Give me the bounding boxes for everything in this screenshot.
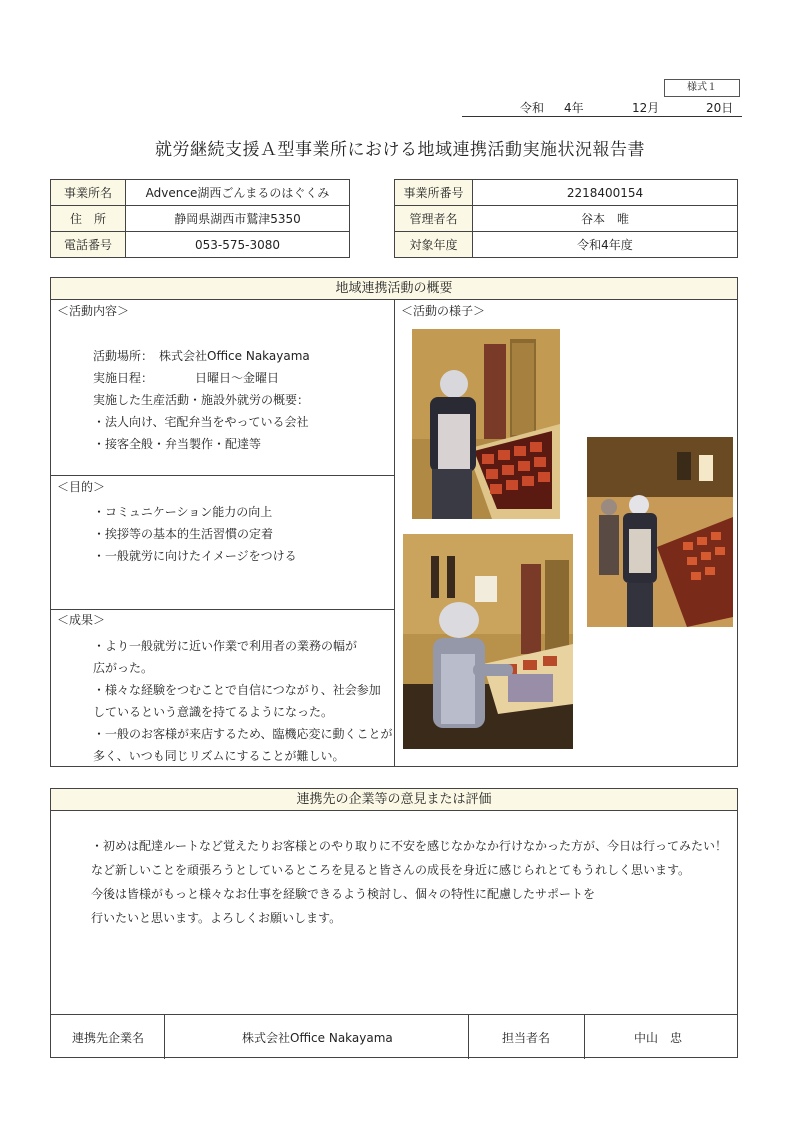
row-divider (51, 609, 395, 610)
result-label: ＜成果＞ (57, 613, 106, 627)
contact-person-label: 担当者名 (502, 1031, 551, 1045)
office-name-value: Advence湖西ごんまるのはぐくみ (126, 180, 350, 206)
phone-value: 053-575-3080 (126, 232, 350, 258)
office-number-label: 事業所番号 (395, 180, 473, 206)
purpose-line: ・一般就労に向けたイメージをつける (93, 549, 297, 563)
date-era: 令和 (520, 101, 545, 115)
overview-section (50, 277, 738, 767)
info-row (395, 180, 738, 206)
date-year: 4年 (564, 101, 584, 115)
result-line: ・様々な経験をつむことで自信につながり、社会参加 (93, 683, 381, 697)
info-row (395, 206, 738, 232)
overview-heading: 地域連携活動の概要 (51, 278, 737, 300)
partner-company-label: 連携先企業名 (72, 1031, 145, 1045)
info-row (395, 232, 738, 258)
cell-divider (164, 1015, 165, 1059)
partner-signature-row (50, 1014, 738, 1058)
cell-divider (468, 1015, 469, 1059)
purpose-line: ・コミュニケーション能力の向上 (93, 505, 273, 519)
contact-person-value: 中山 忠 (634, 1031, 683, 1045)
content-line: 実施日程： 日曜日～金曜日 (93, 371, 280, 385)
cell-divider (584, 1015, 585, 1059)
content-line: 実施した生産活動・施設外就労の概要： (93, 393, 310, 407)
report-date (462, 97, 742, 117)
content-line: ・接客全般・弁当製作・配達等 (93, 437, 262, 451)
evaluation-line: 今後は皆様がもっと様々なお仕事を経験できるよう検討し、個々の特性に配慮したサポートを (91, 887, 596, 901)
form-number-tag: 様式１ (664, 79, 740, 97)
address-label: 住 所 (51, 206, 126, 232)
result-line: 多く、いつも同じリズムにすることが難しい。 (93, 749, 345, 763)
evaluation-line: ・初めは配達ルートなど覚えたりお客様とのやり取りに不安を感じなかなか行けなかった方が、今日は行ってみたい！ (91, 839, 728, 853)
purpose-line: ・挨拶等の基本的生活習慣の定着 (93, 527, 274, 541)
photos-label: ＜活動の様子＞ (401, 304, 486, 318)
content-line: ・法人向け、宅配弁当をやっている会社 (93, 415, 309, 429)
result-line: しているという意識を持てるようになった。 (93, 705, 334, 719)
info-row (51, 206, 350, 232)
result-line: ・より一般就労に近い作業で利用者の業務の幅が (93, 639, 358, 653)
evaluation-line: など新しいことを頑張ろうとしているところを見ると皆さんの成長を身近に感じられとてもうれしく思います。 (91, 863, 691, 877)
date-day: 20日 (706, 101, 734, 115)
office-name-label: 事業所名 (51, 180, 126, 206)
evaluation-heading: 連携先の企業等の意見または評価 (51, 789, 737, 811)
result-line: 広がった。 (93, 661, 154, 675)
fiscal-year-value: 令和4年度 (473, 232, 738, 258)
page-title: 就労継続支援Ａ型事業所における地域連携活動実施状況報告書 (155, 140, 645, 160)
activity-photo (587, 437, 733, 627)
purpose-label: ＜目的＞ (57, 480, 106, 494)
partner-company-value: 株式会社Office Nakayama (242, 1031, 393, 1045)
address-value: 静岡県湖西市鷲津5350 (126, 206, 350, 232)
info-row (51, 232, 350, 258)
fiscal-year-label: 対象年度 (395, 232, 473, 258)
activity-photo (403, 534, 573, 749)
manager-label: 管理者名 (395, 206, 473, 232)
office-number-value: 2218400154 (473, 180, 738, 206)
column-divider (394, 300, 395, 766)
office-info-table (50, 179, 350, 258)
phone-label: 電話番号 (51, 232, 126, 258)
manager-value: 谷本 唯 (473, 206, 738, 232)
row-divider (51, 475, 395, 476)
activity-photo (412, 329, 560, 519)
content-line: 活動場所： 株式会社Office Nakayama (93, 349, 310, 363)
office-detail-table (394, 179, 738, 258)
content-label: ＜活動内容＞ (57, 304, 130, 318)
date-month: 12月 (632, 101, 660, 115)
evaluation-line: 行いたいと思います。よろしくお願いします。 (91, 911, 342, 925)
info-row (51, 180, 350, 206)
result-line: ・一般のお客様が来店するため、臨機応変に動くことが (93, 727, 393, 741)
